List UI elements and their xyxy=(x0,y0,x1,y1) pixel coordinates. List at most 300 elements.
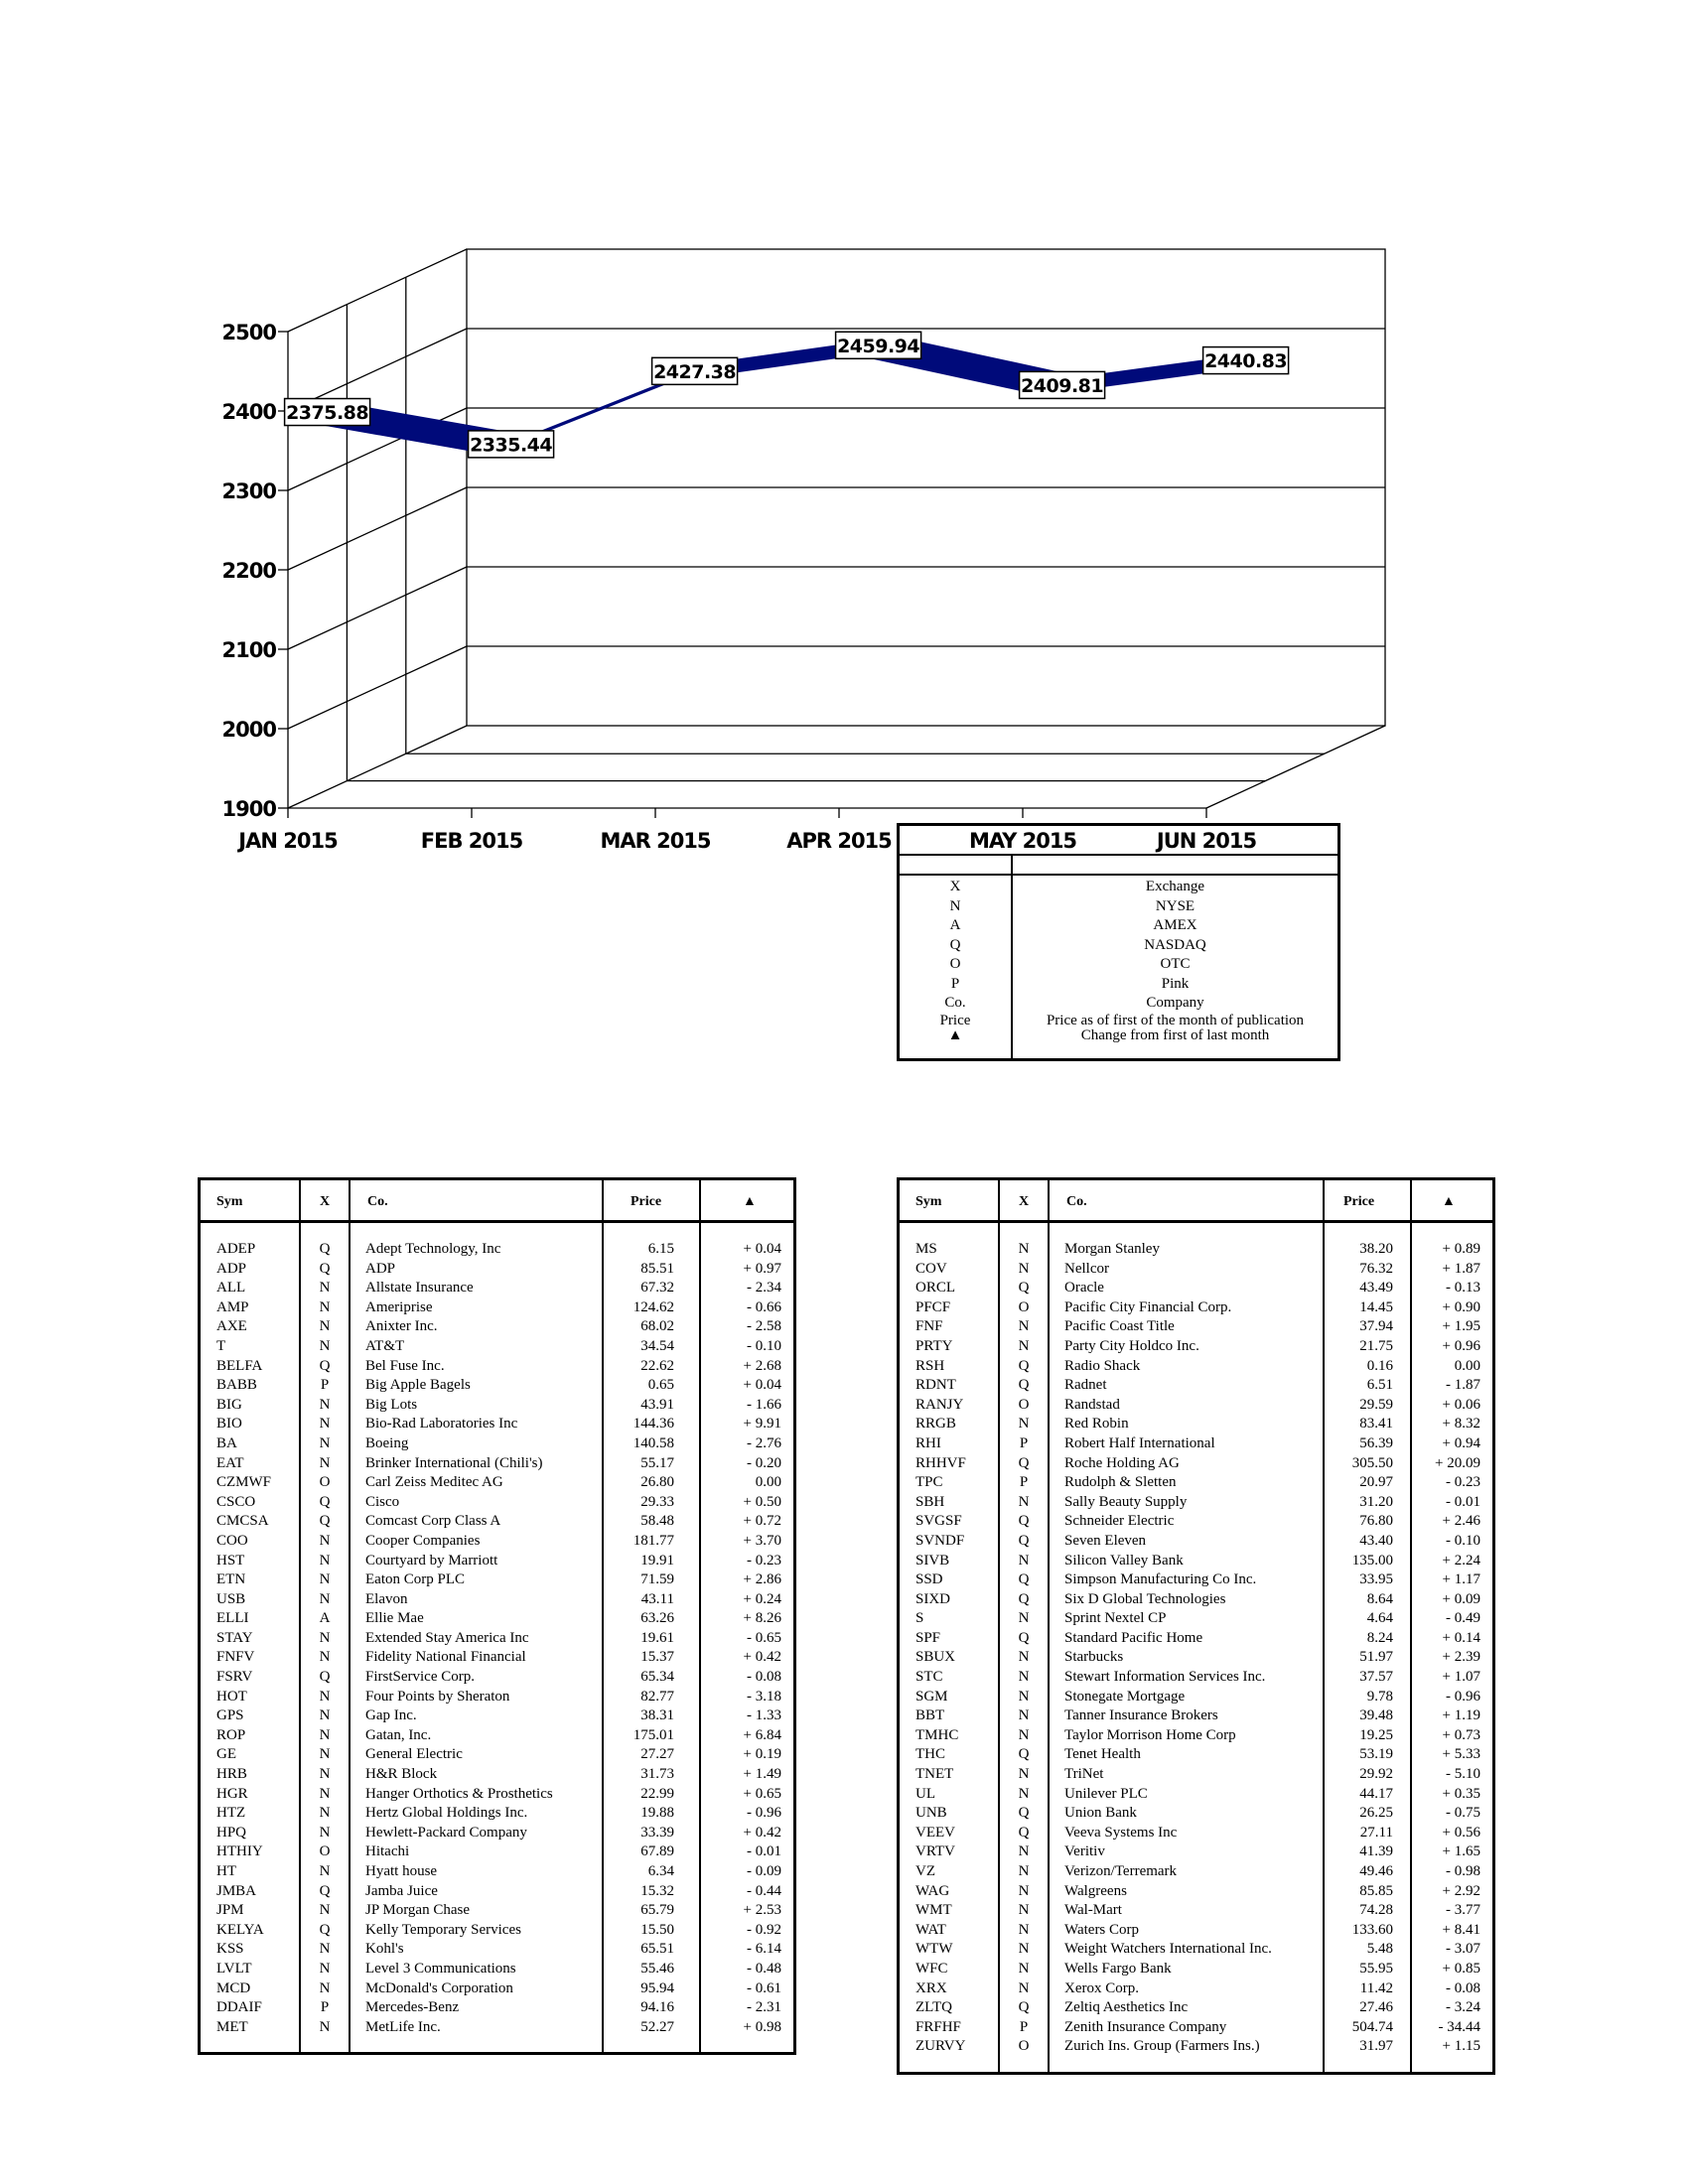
cell-change: - 0.01 xyxy=(1446,1493,1480,1510)
cell-change: + 1.95 xyxy=(1442,1318,1480,1335)
cell-price: 63.26 xyxy=(640,1610,674,1627)
cell-symbol: XRX xyxy=(915,1979,947,1996)
table-row xyxy=(900,2018,1492,2038)
cell-change: + 20.09 xyxy=(1435,1454,1480,1471)
table-row xyxy=(201,1552,793,1571)
table-row xyxy=(201,1434,793,1454)
cell-price: 55.46 xyxy=(640,1960,674,1977)
table-row xyxy=(201,1882,793,1902)
cell-exchange: N xyxy=(1018,1726,1030,1743)
cell-exchange: Q xyxy=(1018,1999,1030,2016)
cell-change: + 1.15 xyxy=(1442,2038,1480,2055)
table-body xyxy=(201,1240,793,2037)
legend-value: NASDAQ xyxy=(1144,936,1206,953)
cell-price: 6.51 xyxy=(1366,1377,1393,1394)
legend-key: Co. xyxy=(944,995,966,1011)
cell-exchange: N xyxy=(319,1707,331,1724)
cell-company: Brinker International (Chili's) xyxy=(365,1454,543,1471)
cell-exchange: N xyxy=(1018,1785,1030,1802)
cell-exchange: Q xyxy=(1018,1357,1030,1374)
cell-change: + 6.84 xyxy=(743,1726,781,1743)
cell-symbol: THC xyxy=(915,1746,945,1763)
cell-price: 15.50 xyxy=(640,1921,674,1938)
cell-exchange: N xyxy=(1018,1707,1030,1724)
cell-change: - 0.65 xyxy=(747,1629,781,1646)
table-row xyxy=(900,1260,1492,1280)
cell-price: 22.99 xyxy=(640,1785,674,1802)
cell-price: 67.32 xyxy=(640,1280,674,1297)
cell-symbol: ROP xyxy=(216,1726,246,1743)
table-row xyxy=(201,1688,793,1707)
cell-symbol: AMP xyxy=(216,1298,249,1315)
cell-symbol: SVNDF xyxy=(915,1532,965,1549)
cell-symbol: SIXD xyxy=(915,1590,951,1607)
table-row xyxy=(900,1648,1492,1668)
table-row xyxy=(201,1726,793,1746)
cell-price: 33.95 xyxy=(1359,1571,1393,1588)
y-tick-label: 2300 xyxy=(221,479,276,503)
cell-change: + 0.97 xyxy=(743,1260,781,1277)
data-label-text: 2440.83 xyxy=(1204,350,1288,373)
cell-price: 67.89 xyxy=(640,1843,674,1860)
legend-row xyxy=(900,1028,1337,1043)
cell-symbol: HOT xyxy=(216,1688,247,1705)
cell-exchange: Q xyxy=(1018,1454,1030,1471)
cell-company: Eaton Corp PLC xyxy=(365,1571,465,1588)
cell-price: 65.79 xyxy=(640,1902,674,1919)
x-tick-label: JUN 2015 xyxy=(1156,829,1257,853)
chart-left-wall-bottom-edge xyxy=(288,726,467,808)
cell-price: 38.20 xyxy=(1359,1241,1393,1257)
cell-symbol: TMHC xyxy=(915,1726,959,1743)
cell-symbol: GE xyxy=(216,1746,236,1763)
cell-change: - 0.10 xyxy=(747,1337,781,1354)
header-price: Price xyxy=(631,1194,662,1209)
cell-exchange: N xyxy=(1018,1552,1030,1569)
chart-gridline-side xyxy=(288,487,467,570)
x-tick-label: JAN 2015 xyxy=(238,829,338,853)
cell-price: 19.88 xyxy=(640,1805,674,1822)
table-row xyxy=(201,1648,793,1668)
cell-company: Sprint Nextel CP xyxy=(1064,1610,1167,1627)
cell-price: 43.11 xyxy=(640,1590,674,1607)
cell-change: - 0.49 xyxy=(1446,1610,1480,1627)
cell-company: Rudolph & Sletten xyxy=(1064,1474,1177,1491)
cell-exchange: N xyxy=(319,1298,331,1315)
cell-exchange: P xyxy=(320,1999,330,2016)
cell-price: 55.95 xyxy=(1359,1960,1393,1977)
cell-change: + 0.19 xyxy=(743,1746,781,1763)
cell-symbol: ADEP xyxy=(216,1241,256,1257)
cell-company: MetLife Inc. xyxy=(365,2018,441,2035)
legend-value: OTC xyxy=(1160,956,1191,972)
cell-company: Bio-Rad Laboratories Inc xyxy=(365,1416,518,1433)
cell-change: - 1.87 xyxy=(1446,1377,1480,1394)
cell-change: + 2.68 xyxy=(743,1357,781,1374)
table-row xyxy=(900,1434,1492,1454)
cell-symbol: SIVB xyxy=(915,1552,950,1569)
y-tick-label: 2500 xyxy=(221,321,276,344)
cell-company: AT&T xyxy=(365,1337,405,1354)
cell-company: Kohl's xyxy=(365,1941,404,1958)
table-row xyxy=(900,1298,1492,1318)
cell-price: 6.15 xyxy=(647,1241,674,1257)
cell-price: 95.94 xyxy=(640,1979,674,1996)
cell-change: - 0.20 xyxy=(747,1454,781,1471)
cell-exchange: N xyxy=(319,1863,331,1879)
cell-change: - 0.23 xyxy=(1446,1474,1480,1491)
table-row xyxy=(900,1882,1492,1902)
cell-exchange: N xyxy=(1018,1882,1030,1899)
cell-symbol: BA xyxy=(216,1434,237,1451)
cell-symbol: HT xyxy=(216,1863,236,1879)
table-row xyxy=(201,1240,793,1260)
cell-price: 29.92 xyxy=(1359,1766,1393,1783)
cell-exchange: N xyxy=(319,1396,331,1413)
cell-change: + 0.35 xyxy=(1442,1785,1480,1802)
cell-symbol: RANJY xyxy=(915,1396,964,1413)
cell-exchange: Q xyxy=(1018,1280,1030,1297)
cell-company: Big Lots xyxy=(365,1396,418,1413)
cell-exchange: N xyxy=(1018,1766,1030,1783)
cell-symbol: LVLT xyxy=(216,1960,252,1977)
cell-exchange: N xyxy=(319,1318,331,1335)
table-row xyxy=(900,1357,1492,1377)
cell-symbol: FNF xyxy=(915,1318,943,1335)
cell-exchange: N xyxy=(319,1805,331,1822)
cell-exchange: N xyxy=(319,1726,331,1743)
cell-change: - 0.10 xyxy=(1446,1532,1480,1549)
cell-symbol: FNFV xyxy=(216,1649,255,1666)
cell-symbol: BIG xyxy=(216,1396,242,1413)
cell-price: 22.62 xyxy=(640,1357,674,1374)
table-row xyxy=(201,1979,793,1999)
cell-price: 15.32 xyxy=(640,1882,674,1899)
data-label-text: 2409.81 xyxy=(1021,374,1104,397)
data-label xyxy=(469,431,554,458)
cell-change: + 2.86 xyxy=(743,1571,781,1588)
cell-symbol: WAG xyxy=(915,1882,950,1899)
table-row xyxy=(201,1260,793,1280)
cell-price: 14.45 xyxy=(1359,1298,1393,1315)
table-row xyxy=(201,1590,793,1610)
cell-company: Hyatt house xyxy=(365,1863,438,1879)
table-row xyxy=(900,1765,1492,1785)
cell-company: H&R Block xyxy=(365,1766,438,1783)
stock-table-right xyxy=(897,1177,1495,2075)
table-row xyxy=(900,1960,1492,1979)
cell-exchange: Q xyxy=(1018,1571,1030,1588)
table-row xyxy=(900,1415,1492,1434)
cell-price: 11.42 xyxy=(1359,1979,1393,1996)
cell-change: - 1.33 xyxy=(747,1707,781,1724)
table-row xyxy=(900,1493,1492,1513)
cell-symbol: STC xyxy=(915,1669,943,1686)
cell-price: 21.75 xyxy=(1359,1337,1393,1354)
cell-price: 41.39 xyxy=(1359,1843,1393,1860)
cell-change: + 2.92 xyxy=(1442,1882,1480,1899)
cell-change: + 8.32 xyxy=(1442,1416,1480,1433)
cell-price: 65.51 xyxy=(640,1941,674,1958)
cell-symbol: MS xyxy=(915,1241,937,1257)
cell-company: General Electric xyxy=(365,1746,463,1763)
legend-value: Pink xyxy=(1161,975,1190,992)
cell-exchange: N xyxy=(1018,1979,1030,1996)
cell-price: 29.59 xyxy=(1359,1396,1393,1413)
cell-company: Extended Stay America Inc xyxy=(365,1629,529,1646)
cell-symbol: PFCF xyxy=(915,1298,951,1315)
table-row xyxy=(201,1570,793,1590)
cell-company: Comcast Corp Class A xyxy=(365,1513,501,1530)
cell-change: - 2.34 xyxy=(747,1280,781,1297)
cell-change: + 0.96 xyxy=(1442,1337,1480,1354)
cell-change: - 3.77 xyxy=(1446,1902,1480,1919)
table-row xyxy=(201,1765,793,1785)
cell-company: Sally Beauty Supply xyxy=(1064,1493,1188,1510)
cell-company: Elavon xyxy=(365,1590,408,1607)
cell-company: Six D Global Technologies xyxy=(1064,1590,1226,1607)
table-row xyxy=(201,1706,793,1726)
cell-change: - 34.44 xyxy=(1438,2018,1480,2035)
legend-spacer-row xyxy=(900,856,1337,876)
cell-company: Four Points by Sheraton xyxy=(365,1688,510,1705)
legend-header xyxy=(900,826,1337,856)
cell-change: + 0.85 xyxy=(1442,1960,1480,1977)
table-row xyxy=(201,1473,793,1493)
cell-symbol: ORCL xyxy=(915,1280,956,1297)
cell-company: Hewlett-Packard Company xyxy=(365,1824,527,1841)
x-tick-label: APR 2015 xyxy=(786,829,892,853)
cell-symbol: ZLTQ xyxy=(915,1999,952,2016)
cell-exchange: N xyxy=(1018,1921,1030,1938)
table-row xyxy=(900,1552,1492,1571)
cell-exchange: N xyxy=(1018,1610,1030,1627)
table-row xyxy=(900,1512,1492,1532)
cell-company: Jamba Juice xyxy=(365,1882,438,1899)
cell-symbol: SPF xyxy=(915,1629,941,1646)
cell-exchange: Q xyxy=(319,1357,331,1374)
cell-exchange: N xyxy=(1018,1318,1030,1335)
cell-change: + 0.65 xyxy=(743,1785,781,1802)
cell-change: - 6.14 xyxy=(747,1941,781,1958)
cell-exchange: Q xyxy=(319,1493,331,1510)
cell-symbol: UL xyxy=(915,1785,935,1802)
cell-change: - 3.18 xyxy=(747,1688,781,1705)
cell-symbol: PRTY xyxy=(915,1337,953,1354)
cell-symbol: MCD xyxy=(216,1979,251,1996)
table-row xyxy=(900,1804,1492,1824)
cell-price: 133.60 xyxy=(1351,1921,1393,1938)
cell-company: Pacific Coast Title xyxy=(1064,1318,1175,1335)
cell-price: 19.91 xyxy=(640,1552,674,1569)
cell-exchange: N xyxy=(319,2018,331,2035)
cell-exchange: Q xyxy=(1018,1513,1030,1530)
cell-company: Veeva Systems Inc xyxy=(1064,1824,1178,1841)
cell-price: 0.65 xyxy=(647,1377,674,1394)
cell-change: + 2.53 xyxy=(743,1902,781,1919)
cell-exchange: O xyxy=(1018,1298,1030,1315)
cell-company: Standard Pacific Home xyxy=(1064,1629,1203,1646)
cell-change: + 8.41 xyxy=(1442,1921,1480,1938)
cell-exchange: P xyxy=(1019,1474,1029,1491)
table-row xyxy=(900,1688,1492,1707)
cell-price: 37.57 xyxy=(1359,1669,1393,1686)
cell-company: Roche Holding AG xyxy=(1064,1454,1180,1471)
cell-exchange: N xyxy=(319,1649,331,1666)
cell-company: Ameriprise xyxy=(365,1298,433,1315)
cell-exchange: Q xyxy=(1018,1377,1030,1394)
cell-company: Schneider Electric xyxy=(1064,1513,1175,1530)
cell-price: 27.46 xyxy=(1359,1999,1393,2016)
cell-change: + 1.19 xyxy=(1442,1707,1480,1724)
cell-change: + 2.39 xyxy=(1442,1649,1480,1666)
cell-change: - 3.24 xyxy=(1446,1999,1480,2016)
table-row xyxy=(201,1454,793,1474)
cell-company: Zeltiq Aesthetics Inc xyxy=(1064,1999,1189,2016)
cell-company: Mercedes-Benz xyxy=(365,1999,460,2016)
cell-company: Wal-Mart xyxy=(1064,1902,1122,1919)
table-row xyxy=(201,1998,793,2018)
cell-price: 43.40 xyxy=(1359,1532,1393,1549)
cell-exchange: Q xyxy=(1018,1824,1030,1841)
cell-exchange: N xyxy=(319,1337,331,1354)
cell-change: + 0.98 xyxy=(743,2018,781,2035)
table-row xyxy=(201,1843,793,1862)
table-row xyxy=(900,1396,1492,1416)
cell-change: + 0.89 xyxy=(1442,1241,1480,1257)
cell-exchange: N xyxy=(1018,1863,1030,1879)
table-header xyxy=(201,1180,793,1223)
cell-company: FirstService Corp. xyxy=(365,1669,475,1686)
legend-key: Q xyxy=(949,936,961,953)
cell-exchange: N xyxy=(319,1688,331,1705)
header-co: Co. xyxy=(367,1194,388,1209)
table-row xyxy=(201,1940,793,1960)
table-row xyxy=(900,1921,1492,1941)
cell-company: Veritiv xyxy=(1064,1843,1105,1860)
y-tick-label: 2000 xyxy=(221,718,276,742)
cell-exchange: N xyxy=(319,1416,331,1433)
cell-price: 0.16 xyxy=(1366,1357,1393,1374)
cell-symbol: SVGSF xyxy=(915,1513,962,1530)
cell-price: 5.48 xyxy=(1366,1941,1393,1958)
cell-symbol: COV xyxy=(915,1260,947,1277)
cell-symbol: KELYA xyxy=(216,1921,264,1938)
cell-price: 124.62 xyxy=(633,1298,674,1315)
cell-symbol: WTW xyxy=(915,1941,953,1958)
cell-change: + 2.46 xyxy=(1442,1513,1480,1530)
data-label xyxy=(652,357,738,384)
cell-company: Cisco xyxy=(365,1493,400,1510)
table-row xyxy=(900,2037,1492,2057)
cell-price: 8.24 xyxy=(1366,1629,1393,1646)
table-row xyxy=(900,1337,1492,1357)
cell-price: 27.11 xyxy=(1359,1824,1393,1841)
cell-price: 6.34 xyxy=(647,1863,674,1879)
cell-change: + 0.04 xyxy=(743,1241,781,1257)
data-label xyxy=(836,332,921,358)
cell-change: + 1.87 xyxy=(1442,1260,1480,1277)
cell-price: 504.74 xyxy=(1351,2018,1393,2035)
cell-symbol: STAY xyxy=(216,1629,253,1646)
cell-symbol: MET xyxy=(216,2018,248,2035)
cell-price: 85.85 xyxy=(1359,1882,1393,1899)
cell-symbol: FRFHF xyxy=(915,2018,961,2035)
y-tick-label: 2200 xyxy=(221,559,276,583)
cell-change: + 0.06 xyxy=(1442,1396,1480,1413)
table-row xyxy=(201,1745,793,1765)
table-row xyxy=(900,1979,1492,1999)
cell-price: 76.32 xyxy=(1359,1260,1393,1277)
cell-change: - 0.98 xyxy=(1446,1863,1480,1879)
table-row xyxy=(900,1726,1492,1746)
cell-exchange: N xyxy=(319,1280,331,1297)
table-row xyxy=(201,1279,793,1298)
cell-exchange: N xyxy=(319,1824,331,1841)
cell-symbol: ADP xyxy=(216,1260,247,1277)
x-tick-label: MAR 2015 xyxy=(600,829,711,853)
cell-price: 19.25 xyxy=(1359,1726,1393,1743)
cell-company: Kelly Temporary Services xyxy=(365,1921,521,1938)
cell-company: Red Robin xyxy=(1064,1416,1129,1433)
cell-company: Stonegate Mortgage xyxy=(1064,1688,1186,1705)
cell-change: - 0.08 xyxy=(747,1669,781,1686)
table-row xyxy=(201,1357,793,1377)
cell-symbol: FSRV xyxy=(216,1669,253,1686)
cell-company: Adept Technology, Inc xyxy=(365,1241,501,1257)
table-row xyxy=(900,1629,1492,1649)
cell-company: Simpson Manufacturing Co Inc. xyxy=(1064,1571,1257,1588)
cell-change: + 5.33 xyxy=(1442,1746,1480,1763)
cell-exchange: N xyxy=(319,1552,331,1569)
table-row xyxy=(201,1609,793,1629)
cell-price: 140.58 xyxy=(633,1434,674,1451)
cell-exchange: N xyxy=(319,1785,331,1802)
cell-company: Verizon/Terremark xyxy=(1064,1863,1178,1879)
table-row xyxy=(201,1317,793,1337)
cell-symbol: HRB xyxy=(216,1766,247,1783)
cell-change: + 9.91 xyxy=(743,1416,781,1433)
cell-change: + 1.07 xyxy=(1442,1669,1480,1686)
cell-change: - 0.09 xyxy=(747,1863,781,1879)
table-row xyxy=(201,1337,793,1357)
cell-price: 74.28 xyxy=(1359,1902,1393,1919)
cell-change: + 1.49 xyxy=(743,1766,781,1783)
cell-price: 20.97 xyxy=(1359,1474,1393,1491)
table-row xyxy=(201,1862,793,1882)
table-row xyxy=(900,1785,1492,1805)
data-label xyxy=(285,399,370,426)
cell-symbol: HTHIY xyxy=(216,1843,263,1860)
cell-company: Zenith Insurance Company xyxy=(1064,2018,1227,2035)
cell-symbol: RDNT xyxy=(915,1377,956,1394)
cell-change: - 0.61 xyxy=(747,1979,781,1996)
cell-change: - 0.44 xyxy=(747,1882,781,1899)
cell-company: Morgan Stanley xyxy=(1064,1241,1160,1257)
legend-table xyxy=(897,823,1340,1061)
cell-change: - 0.13 xyxy=(1446,1280,1480,1297)
table-row xyxy=(900,1240,1492,1260)
cell-symbol: HPQ xyxy=(216,1824,247,1841)
table-row xyxy=(201,1532,793,1552)
cell-company: Tanner Insurance Brokers xyxy=(1064,1707,1218,1724)
cell-change: - 0.92 xyxy=(747,1921,781,1938)
cell-exchange: P xyxy=(320,1377,330,1394)
cell-company: Robert Half International xyxy=(1064,1434,1215,1451)
legend-key: O xyxy=(949,956,961,972)
cell-symbol: S xyxy=(915,1610,924,1627)
chart-floor-right-edge xyxy=(1206,726,1385,808)
